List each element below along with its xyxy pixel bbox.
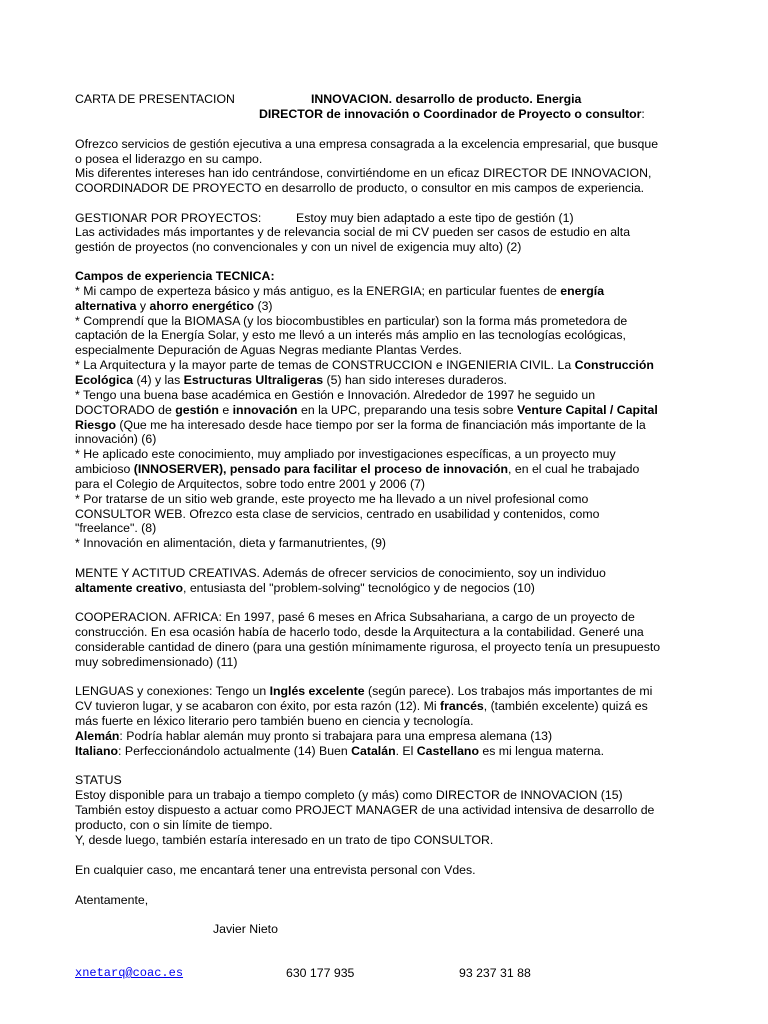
campos-item: CONSULTOR WEB. Ofrezco esta clase de servicios, centrado en usabilidad y contenidos, como — [75, 507, 600, 521]
text-run: . El — [395, 744, 417, 758]
phone-mobile: 630 177 935 — [286, 966, 355, 980]
intro-line: o posea el liderazgo en su campo. — [75, 152, 263, 166]
gestionar-line: gestión de proyectos (no convencionales y con un nivel de exigencia muy alto) (2) — [75, 240, 522, 254]
campos-item — [75, 373, 507, 388]
intro-line: Mis diferentes intereses han ido centrándose, convirtiéndome en un eficaz DIRECTOR DE INNOVACION, — [75, 166, 652, 180]
gestionar-line: Las actividades más importantes y de relevancia social de mi CV pueden ser casos de estudio en alta — [75, 225, 631, 239]
text-run: , en el cual he trabajado — [508, 462, 640, 476]
campos-item: * Innovación en alimentación, dieta y farmanutrientes, (9) — [75, 536, 387, 550]
text-run-bold: energía — [560, 284, 605, 298]
gestionar-text: Estoy muy bien adaptado a este tipo de gestión (1) — [296, 211, 574, 225]
text-run-bold: francés — [440, 699, 484, 713]
campos-item: para el Colegio de Arquitectos, sobre todo entre 2001 y 2006 (7) — [75, 477, 426, 491]
cooperacion-line: construcción. En esa ocasión había de hacerlo todo, desde la Arquitectura a la contabilidad. Generé una — [75, 625, 644, 639]
text-run-bold: Venture Capital / Capital — [517, 403, 658, 417]
campos-item: especialmente Depuración de Aguas Negras mediante Plantas Verdes. — [75, 343, 462, 357]
phone-landline: 93 237 31 88 — [459, 966, 531, 980]
status-heading: STATUS — [75, 773, 122, 787]
text-run-bold: Inglés excelente — [269, 684, 365, 698]
text-run: en la UPC, preparando una tesis sobre — [297, 403, 517, 417]
text-run-bold: Riesgo — [75, 418, 116, 432]
email-link[interactable]: xnetarq@coac.es — [75, 966, 184, 980]
cooperacion-line: muy sobredimensionado) (11) — [75, 655, 238, 669]
campos-item — [75, 462, 639, 477]
text-run: (según parece). Los trabajos más importantes de mi — [364, 684, 653, 698]
header-title-line2-text: DIRECTOR de innovación o Coordinador de Proyecto o consultor — [259, 107, 642, 121]
lenguas-line: más fuerte en léxico literario pero también bueno en ciencia y tecnología. — [75, 714, 474, 728]
closing-line: En cualquier caso, me encantará tener una entrevista personal con Vdes. — [75, 863, 476, 877]
status-line: Y, desde luego, también estaría interesado en un trato de tipo CONSULTOR. — [75, 833, 494, 847]
text-run: : Perfeccionándolo actualmente (14) Buen — [118, 744, 352, 758]
text-run-bold: gestión — [175, 403, 219, 417]
status-line: producto, con o sin límite de tiempo. — [75, 818, 273, 832]
lenguas-line — [75, 744, 604, 759]
text-run-bold: innovación — [232, 403, 298, 417]
header-title-line1: INNOVACION. desarrollo de producto. Energia — [311, 92, 582, 106]
campos-item — [75, 358, 654, 373]
text-run-bold: Construcción — [574, 358, 654, 372]
intro-line: Ofrezco servicios de gestión ejecutiva a una empresa consagrada a la excelencia empresarial, que busque — [75, 137, 659, 151]
text-run: : Podría hablar alemán muy pronto si trabajara para una empresa alemana (13) — [119, 729, 553, 743]
campos-item: captación de la Energía Solar, y esto me llevó a un interés más amplio en las tecnologías ecológicas, — [75, 328, 626, 342]
text-run: , entusiasta del "problem-solving" tecnológico y de negocios (10) — [183, 581, 535, 595]
lenguas-line — [75, 699, 648, 714]
status-line: También estoy dispuesto a actuar como PROJECT MANAGER de una actividad intensiva de desarrollo de — [75, 803, 655, 817]
header-title-line2-colon: : — [641, 107, 645, 121]
text-run: * Mi campo de experteza básico y más antiguo, es la ENERGIA; en particular fuentes de — [75, 284, 561, 298]
campos-item — [75, 403, 658, 418]
text-run: (5) han sido intereses duraderos. — [323, 373, 507, 387]
lenguas-line — [75, 684, 652, 699]
text-run: CV tuvieron lugar, y se acabaron con éxito, por esta razón (12). Mi — [75, 699, 440, 713]
campos-item: * Por tratarse de un sitio web grande, este proyecto me ha llevado a un nivel profesional como — [75, 492, 589, 506]
campos-item — [75, 299, 273, 314]
text-run: LENGUAS y conexiones: Tengo un — [75, 684, 270, 698]
gestionar-label: GESTIONAR POR PROYECTOS: — [75, 211, 262, 225]
campos-item: * He aplicado este conocimiento, muy ampliado por investigaciones específicas, a un proyecto muy — [75, 447, 616, 461]
campos-item — [75, 284, 604, 299]
lenguas-line — [75, 729, 552, 744]
campos-item: innovación) (6) — [75, 432, 157, 446]
text-run-bold: ahorro energético — [149, 299, 255, 313]
text-run-bold: Ecológica — [75, 373, 134, 387]
text-run: (4) y las — [133, 373, 184, 387]
text-run: ambicioso — [75, 462, 134, 476]
header-title-line2 — [259, 107, 645, 122]
text-run: y — [136, 299, 150, 313]
header-label: CARTA DE PRESENTACION — [75, 92, 235, 106]
mente-line — [75, 581, 535, 596]
text-run-bold: Estructuras Ultraligeras — [183, 373, 324, 387]
text-run-bold: Italiano — [75, 744, 119, 758]
campos-item: * Comprendí que la BIOMASA (y los biocombustibles en particular) son la forma más prometedora de — [75, 314, 628, 328]
text-run: DOCTORADO de — [75, 403, 176, 417]
cooperacion-line: considerable cantidad de dinero (para una gestión mínimamente rigurosa, el proyecto tenía un presupuesto — [75, 640, 661, 654]
text-run-bold: Castellano — [416, 744, 479, 758]
text-run: (3) — [254, 299, 273, 313]
text-run-bold: alternativa — [75, 299, 137, 313]
text-run: * La Arquitectura y la mayor parte de temas de CONSTRUCCION e INGENIERIA CIVIL. La — [75, 358, 575, 372]
status-line: Estoy disponible para un trabajo a tiempo completo (y más) como DIRECTOR de INNOVACION (15) — [75, 788, 623, 802]
intro-line: COORDINADOR DE PROYECTO en desarrollo de producto, o consultor en mis campos de experiencia. — [75, 181, 645, 195]
text-run-bold: altamente creativo — [75, 581, 183, 595]
closing-greeting: Atentamente, — [75, 893, 149, 907]
campos-item — [75, 418, 646, 433]
text-run: , (también excelente) quizá es — [483, 699, 648, 713]
text-run: (Que me ha interesado desde hace tiempo por ser la forma de financiación más importante de la — [116, 418, 646, 432]
cooperacion-line: COOPERACION. AFRICA: En 1997, pasé 6 meses en Africa Subsahariana, a cargo de un proyecto de — [75, 610, 635, 624]
text-run: e — [218, 403, 233, 417]
header-left — [75, 92, 235, 107]
signature-name: Javier Nieto — [213, 922, 278, 936]
campos-heading: Campos de experiencia TECNICA: — [75, 269, 275, 283]
mente-line: MENTE Y ACTITUD CREATIVAS. Además de ofrecer servicios de conocimiento, soy un individuo — [75, 566, 606, 580]
text-run: es mi lengua materna. — [478, 744, 605, 758]
campos-item: "freelance". (8) — [75, 521, 157, 535]
text-run-bold: Catalán — [351, 744, 396, 758]
text-run-bold: (INNOSERVER), pensado para facilitar el proceso de innovación — [133, 462, 509, 476]
campos-item: * Tengo una buena base académica en Gestión e Innovación. Alrededor de 1997 he seguido un — [75, 388, 596, 402]
text-run-bold: Alemán — [75, 729, 120, 743]
